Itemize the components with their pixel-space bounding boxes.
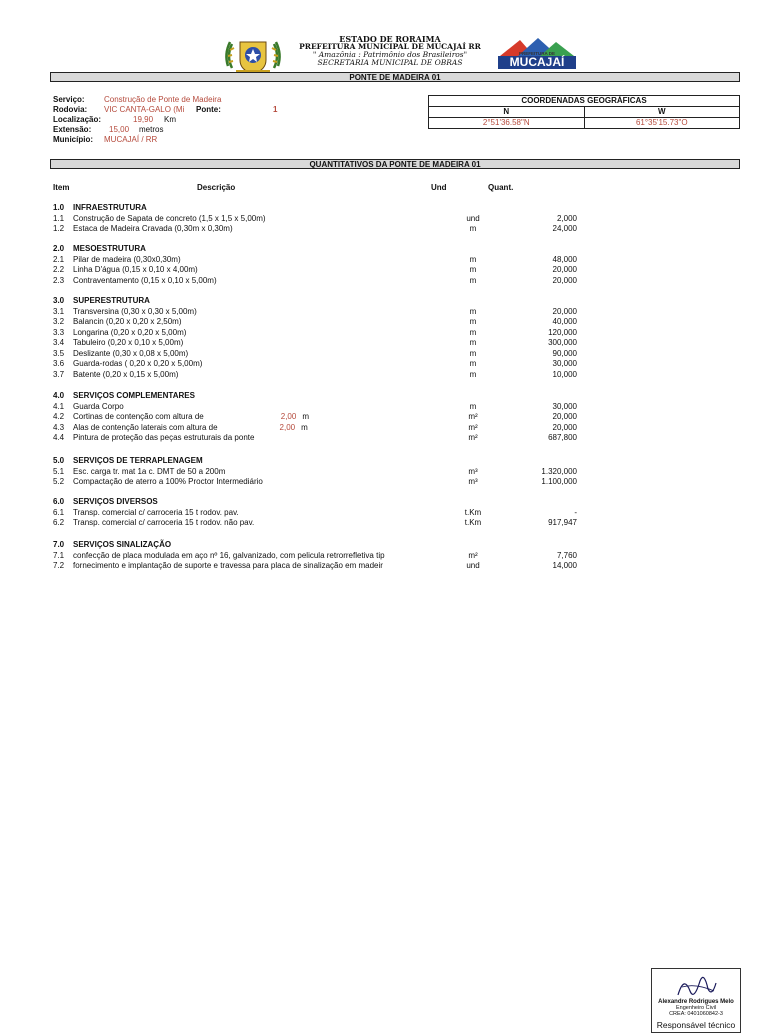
item-description [73,412,443,423]
item-description [73,508,443,519]
signature-scribble-icon [674,973,720,1001]
item-unit: t.Km [464,518,482,527]
item-number: 2.2 [53,265,65,274]
section-title-row [53,296,577,307]
localizacao-label: Localização: [53,115,102,124]
ponte-value: 1 [273,105,278,114]
item-description [73,518,443,529]
item-number: 1.1 [53,213,65,223]
item-description [73,224,443,235]
item-description-text: confecção de placa modulada em aço nº 16, galvanizado, com pelicula retrorrefletiva tip [73,550,385,560]
item-description-text: Deslizante (0,30 x 0,08 x 5,00m) [73,348,189,358]
section-number: 1.0 [53,203,65,212]
item-quantity: 1.320,000 [541,466,577,476]
item-number: 4.4 [53,433,65,442]
section-number: 6.0 [53,497,65,506]
section [53,540,577,572]
item-description [73,349,443,360]
item-height-value: 2,00 [279,422,296,432]
signature-label: Responsável técnico [656,1020,736,1030]
item-row [53,359,577,370]
section-title: INFRAESTRUTURA [73,203,147,212]
item-row [53,402,577,413]
ponte-label: Ponte: [196,105,221,114]
item-description [73,276,443,287]
item-description-text: Transp. comercial c/ carroceria 15 t rodov. pav. [73,507,239,517]
item-description-text: Esc. carga tr. mat 1a c. DMT de 50 a 200m [73,466,226,476]
item-description [73,370,443,381]
header-prefecture: PREFEITURA MUNICIPAL DE MUCAJAÍ RR [299,42,481,51]
item-description [73,338,443,349]
col-und: Und [431,183,447,192]
item-number: 5.1 [53,466,65,476]
item-number: 7.2 [53,561,65,570]
item-unit: m [469,327,477,337]
item-description-text: Tabuleiro (0,20 x 0,10 x 5,00m) [73,338,184,347]
col-item: Item [53,183,70,192]
municipio-label: Município: [53,135,93,144]
item-description-text: Batente (0,20 x 0,15 x 5,00m) [73,369,179,379]
item-description [73,561,443,572]
servico-value: Construção de Ponte de Madeira [104,95,222,104]
header-motto: " Amazônia : Patrimônio dos Brasileiros" [312,50,468,59]
item-number: 3.6 [53,359,65,368]
item-row [53,518,577,529]
section-number: 2.0 [53,244,65,253]
coord-w-value: 61°35'15.73"O [584,118,740,128]
item-unit: m [469,359,477,368]
section [53,456,577,488]
quantities-bar: QUANTITATIVOS DA PONTE DE MADEIRA 01 [50,159,740,169]
item-number: 7.1 [53,550,65,560]
item-description-text: Transversina (0,30 x 0,30 x 5,00m) [73,306,197,316]
item-unit: m [469,401,477,411]
item-unit: m³ [468,466,478,476]
item-row [53,561,577,572]
section-number: 5.0 [53,456,65,465]
localizacao-unit: Km [164,115,176,124]
section-title-row [53,203,577,214]
item-description [73,214,443,225]
item-row [53,214,577,225]
item-number: 2.3 [53,275,65,285]
item-quantity: 20,000 [552,275,577,285]
item-description-text: Construção de Sapata de concreto (1,5 x 1,5 x 5,00m) [73,213,266,223]
item-description-text: fornecimento e implantação de suporte e travessa para placa de sinalização em madeir [73,561,383,570]
item-unit: m² [468,412,478,421]
section-title-row [53,244,577,255]
item-description [73,265,443,276]
item-unit: m [469,275,477,285]
section-number: 4.0 [53,391,65,400]
coord-w-label: W [584,107,740,117]
section-title-row [53,540,577,551]
item-description-text: Longarina (0,20 x 0,20 x 5,00m) [73,327,187,337]
item-quantity: 14,000 [552,561,577,570]
item-unit: m [469,317,477,326]
item-description-text: Cortinas de contenção com altura de [73,412,204,421]
item-unit: und [466,561,480,570]
item-unit: m [469,265,477,274]
section-title-row [53,456,577,467]
item-number: 1.2 [53,224,65,233]
item-description [73,255,443,266]
item-description [73,328,443,339]
item-quantity: 300,000 [548,338,577,347]
item-unit: m² [468,433,478,442]
item-unit: m [469,348,477,358]
item-height-unit: m [301,422,308,432]
item-row [53,265,577,276]
item-row [53,423,577,434]
item-number: 4.1 [53,401,65,411]
item-quantity: 48,000 [552,254,577,264]
extensao-unit: metros [139,125,164,134]
item-description [73,467,443,478]
section-title: SUPERESTRUTURA [73,296,150,305]
item-quantity: 20,000 [552,306,577,316]
signer-info [652,999,740,1017]
item-description [73,433,443,444]
item-number: 3.7 [53,369,65,379]
item-description-text: Guarda Corpo [73,401,124,411]
item-unit: m [469,369,477,379]
mucajai-logo [498,36,576,72]
item-height-unit: m [302,412,309,421]
item-unit: m [469,224,477,233]
item-number: 3.4 [53,338,65,347]
item-row [53,317,577,328]
item-quantity: 20,000 [552,422,577,432]
item-row [53,328,577,339]
item-description [73,477,443,488]
item-number: 6.1 [53,507,65,517]
logo-top-text: PREFEITURA DE [518,51,556,56]
section [53,391,577,444]
item-description-text: Transp. comercial c/ carroceria 15 t rodov. não pav. [73,518,255,527]
item-row [53,276,577,287]
section-number: 3.0 [53,296,65,305]
item-row [53,412,577,423]
item-quantity: 10,000 [552,369,577,379]
item-unit: m [469,254,477,264]
item-unit: m [469,338,477,347]
section [53,244,577,286]
municipal-coat-of-arms [222,36,284,76]
header-text [290,35,490,67]
item-unit: m² [468,422,478,432]
rodovia-value: VIC CANTA-GALO (Mi [104,105,185,114]
item-description-text: Guarda-rodas ( 0,20 x 0,20 x 5,00m) [73,359,203,368]
item-row [53,224,577,235]
item-row [53,477,577,488]
item-row [53,433,577,444]
item-unit: t.Km [464,507,482,517]
localizacao-value: 19,90 [133,115,154,124]
item-quantity: - [574,507,577,517]
item-quantity: 30,000 [552,359,577,368]
item-row [53,370,577,381]
item-description-text: Linha D'água (0,15 x 0,10 x 4,00m) [73,265,198,274]
coordinates-table [428,95,740,129]
section-number: 7.0 [53,540,65,549]
item-description-text: Pintura de proteção das peças estruturais da ponte [73,433,255,442]
logo-name: MUCAJAÍ [498,56,576,69]
info-block [53,95,313,145]
section-title: MESOESTRUTURA [73,244,146,253]
item-quantity: 120,000 [548,327,577,337]
signature-box [651,968,741,1033]
item-number: 2.1 [53,254,65,264]
item-quantity: 20,000 [552,265,577,274]
section-title-row [53,497,577,508]
title-bar: PONTE DE MADEIRA 01 [50,72,740,82]
item-row [53,338,577,349]
section-title-row [53,391,577,402]
item-description-text: Alas de contenção laterais com altura de [73,422,218,432]
item-row [53,551,577,562]
item-row [53,255,577,266]
col-description: Descrição [197,183,236,192]
servico-label: Serviço: [53,95,85,104]
extensao-label: Extensão: [53,125,92,134]
section [53,203,577,235]
item-row [53,467,577,478]
item-quantity: 917,947 [548,518,577,527]
item-quantity: 2,000 [556,213,577,223]
item-row [53,349,577,360]
item-description-text: Compactação de aterro a 100% Proctor Intermediário [73,477,263,486]
item-unit: m² [468,550,478,560]
item-row [53,307,577,318]
section [53,296,577,380]
item-quantity: 1.100,000 [541,477,577,486]
item-quantity: 40,000 [552,317,577,326]
signer-name: Alexandre Rodrigues Melo [658,999,734,1005]
item-unit: und [466,213,480,223]
header-secretariat: SECRETARIA MUNICIPAL DE OBRAS [317,58,463,67]
item-number: 4.3 [53,422,65,432]
item-description [73,402,443,413]
item-quantity: 24,000 [552,224,577,233]
item-number: 4.2 [53,412,65,421]
item-description-text: Pilar de madeira (0,30x0,30m) [73,254,181,264]
section-title: SERVIÇOS COMPLEMENTARES [73,391,195,400]
item-number: 3.5 [53,348,65,358]
item-description-text: Estaca de Madeira Cravada (0,30m x 0,30m) [73,224,233,233]
header-state: ESTADO DE RORAIMA [339,34,441,44]
section-title: SERVIÇOS DE TERRAPLENAGEM [73,456,203,465]
section-title: SERVIÇOS SINALIZAÇÃO [73,540,172,549]
item-height-value: 2,00 [280,412,297,421]
item-quantity: 90,000 [552,348,577,358]
item-description [73,551,443,562]
item-description [73,423,443,434]
section-title: SERVIÇOS DIVERSOS [73,497,158,506]
item-description-text: Contraventamento (0,15 x 0,10 x 5,00m) [73,275,217,285]
signer-title: Engenheiro Civil [675,1005,717,1011]
item-quantity: 687,800 [548,433,577,442]
item-description [73,359,443,370]
item-number: 3.3 [53,327,65,337]
item-row [53,508,577,519]
municipio-value: MUCAJAÍ / RR [104,135,158,144]
rodovia-label: Rodovia: [53,105,88,114]
item-unit: m [469,306,477,316]
item-description [73,307,443,318]
item-description-text: Balancin (0,20 x 0,20 x 2,50m) [73,317,182,326]
item-unit: m³ [468,477,478,486]
col-quant: Quant. [488,183,514,192]
coord-n-value: 2°51'36.58"N [482,118,530,127]
signer-crea: CREA: 0401060842-3 [669,1011,723,1017]
item-description [73,317,443,328]
coordinates-title: COORDENADAS GEOGRÁFICAS [521,96,647,105]
item-number: 3.1 [53,306,65,316]
item-quantity: 7,760 [556,550,577,560]
item-number: 5.2 [53,477,65,486]
extensao-value: 15,00 [109,125,130,134]
item-number: 3.2 [53,317,65,326]
item-number: 6.2 [53,518,65,527]
coord-n-label: N [503,107,510,116]
section [53,497,577,529]
item-quantity: 20,000 [552,412,577,421]
item-quantity: 30,000 [552,401,577,411]
